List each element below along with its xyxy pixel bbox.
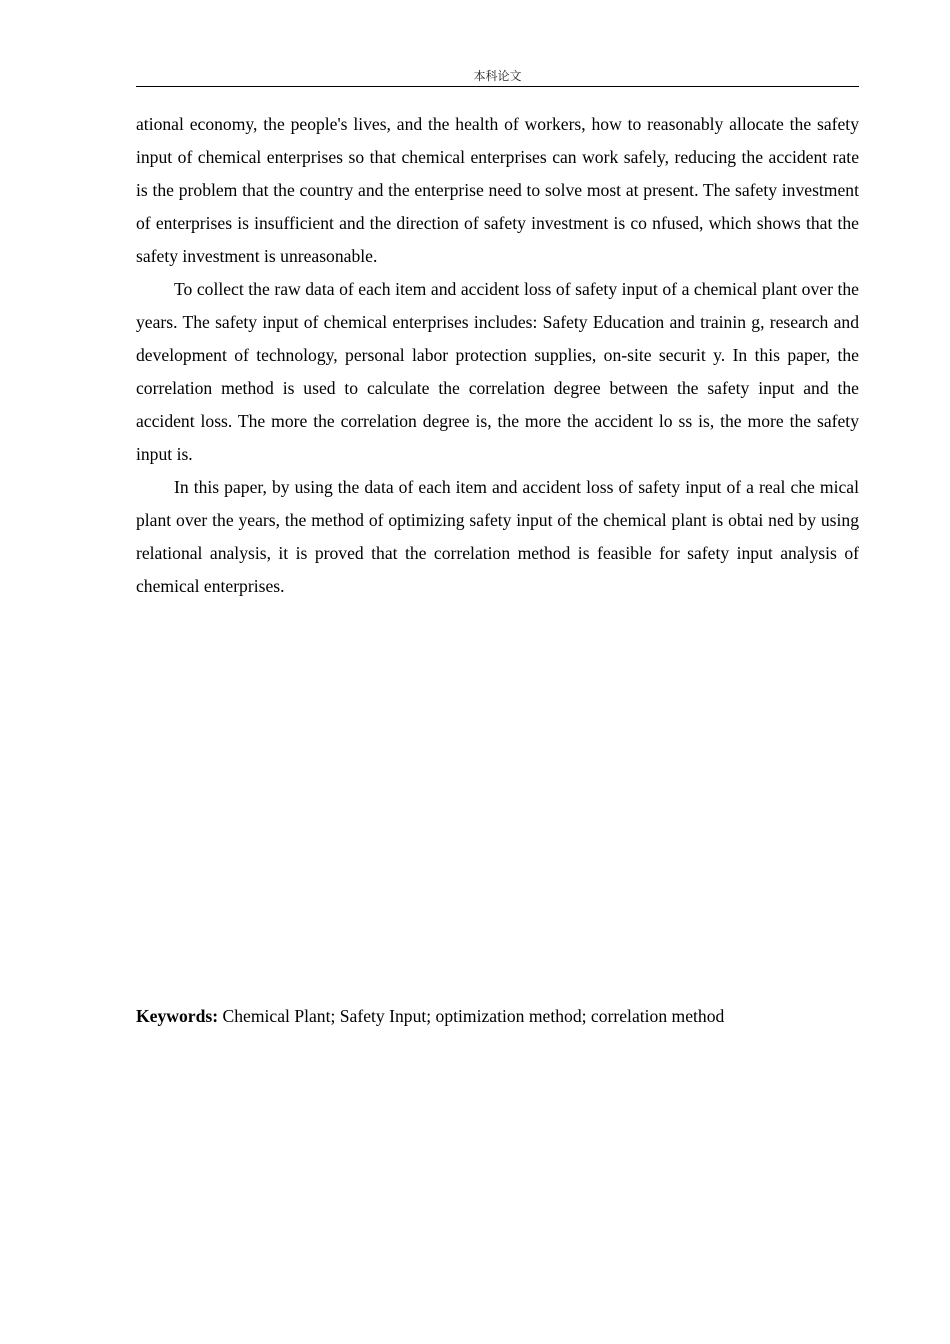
abstract-body xyxy=(136,108,859,603)
keywords-line xyxy=(136,1000,859,1033)
abstract-paragraph-3: In this paper, by using the data of each item and accident loss of safety input of a real che mical plant over the years, the method of optimizing safety input of the chemical plant is obtai ned by using relational analysis, it is proved that the correlation method is feasible for safety input analysis of chemical enterprises. xyxy=(136,477,859,596)
page-header xyxy=(136,66,859,87)
abstract-paragraph-1: ational economy, the people's lives, and the health of workers, how to reasonably allocate the safety input of chemical enterprises so that chemical enterprises can work safely, reducing the accident rate is the problem that the country and the enterprise need to solve most at present. The safety investment of enterprises is insufficient and the direction of safety investment is co nfused, which shows that the safety investment is unreasonable. xyxy=(136,114,859,266)
header-title: 本科论文 xyxy=(473,69,522,83)
keywords-label: Keywords: xyxy=(136,1006,219,1026)
keywords-text: Chemical Plant; Safety Input; optimization method; correlation method xyxy=(222,1006,725,1026)
abstract-paragraph-2: To collect the raw data of each item and accident loss of safety input of a chemical plant over the years. The safety input of chemical enterprises includes: Safety Education and trainin g, research and development of technology, personal labor protection supplies, on-site securit y. In this paper, the correlation method is used to calculate the correlation degree between the safety input and the accident loss. The more the correlation degree is, the more the accident lo ss is, the more the safety input is. xyxy=(136,279,859,464)
